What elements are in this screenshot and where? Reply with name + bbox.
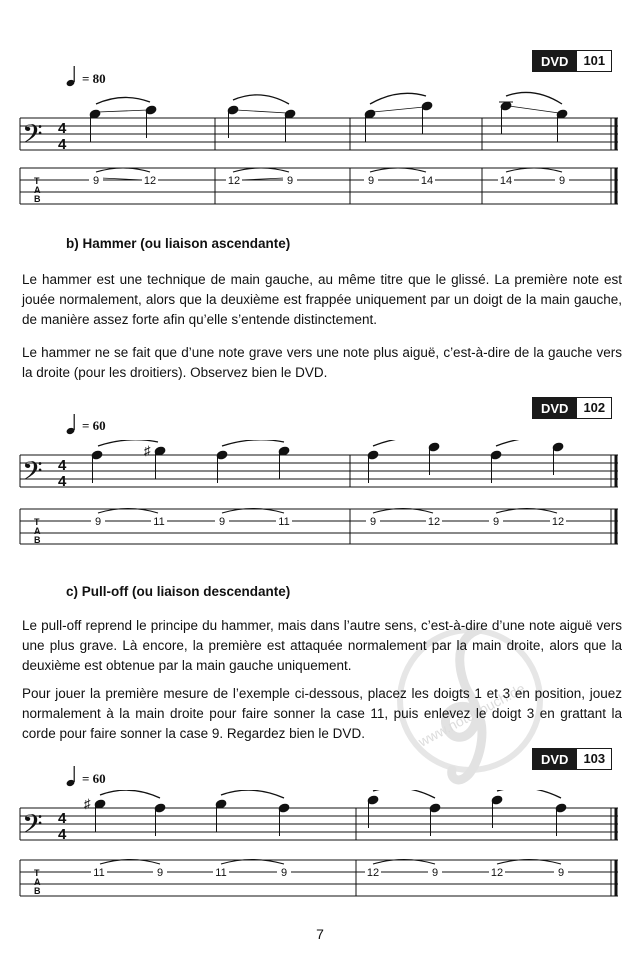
note [91,450,103,483]
note [284,109,296,142]
time-signature-top: 4 [58,457,67,474]
tab-fret: 9 [156,867,164,879]
note [94,799,106,832]
tab-fret: 11 [215,867,227,879]
note [154,446,166,479]
tab-label-b: B [34,194,41,204]
note [278,803,290,836]
dvd-label: DVD [532,50,577,72]
tab-fret: 9 [367,175,375,187]
paragraph: Le pull-off reprend le principe du hammer, mais dans l’autre sens, c’est-à-dire d’une note aiguë vers une plus grave. Là encore, la première est attaquée normalement par la main droite, alors que la deuxième est obtenue par la main gauche uniquement. [22,618,622,673]
dvd-number: 103 [577,748,612,770]
tab-fret: 12 [227,175,241,187]
tab-fret: 9 [492,516,500,528]
note [552,442,564,475]
time-signature-top: 4 [58,120,67,137]
tab-fret: 9 [558,175,566,187]
tab-fret: 12 [366,867,380,879]
dvd-badge [532,748,612,770]
note [490,450,502,483]
notes [84,795,567,836]
tempo-quarter-note-icon [66,764,78,788]
slurs [100,790,561,798]
tab-label-b: B [34,886,41,896]
sharp-icon: ♯ [84,796,91,811]
tab-label-t: T [34,517,40,527]
tab-fret: 12 [551,516,565,528]
tab-fret: 9 [280,867,288,879]
note [367,450,379,483]
tab-label-a: A [34,877,41,887]
tab-staff [20,509,618,544]
tab-fret: 11 [93,867,105,879]
bass-clef-icon: 𝄢 [22,809,43,845]
note [421,101,433,134]
time-signature-top: 4 [58,810,67,827]
tab-fret: 9 [431,867,439,879]
tab-fret: 11 [278,516,290,528]
tab-fret: 9 [557,867,565,879]
note [491,795,503,828]
tab-ties [96,168,562,180]
note [216,450,228,483]
section-heading-pull-off: c) Pull-off (ou liaison descendante) [66,584,291,599]
tab-fret: 14 [420,175,434,187]
note [555,803,567,836]
page-number: 7 [316,926,324,942]
paragraph: Le hammer ne se fait que d’une note grave vers une note plus aiguë, c’est-à-dire de la gauche vers la droite (pour les droitiers). Observez bien le DVD. [22,345,622,380]
bass-clef-icon: 𝄢 [22,456,43,492]
dvd-label: DVD [532,748,577,770]
tab-fret: 9 [286,175,294,187]
time-signature-bottom: 4 [58,136,67,153]
tempo-quarter-note-icon [66,412,78,436]
tab-fret: 9 [218,516,226,528]
paragraph: Pour jouer la première mesure de l’exemple ci-dessous, placez les doigts 1 et 3 en position, jouez normalement à la main droite pour faire sonner la case 11, puis enlevez le doigt 3 en grattant la corde pour faire sonner la case 9. Regardez bien le DVD. [22,686,622,741]
tab-fret: 9 [369,516,377,528]
note [278,446,290,479]
dvd-label: DVD [532,397,577,419]
dvd-number: 102 [577,397,612,419]
tab-fret: 9 [92,175,100,187]
paragraph: Le hammer est une technique de main gauche, au même titre que le glissé. La première note est jouée normalement, alors que la deuxième est frappée uniquement par un doigt de la main gauche, de manière assez forte afin qu’elle s’entende distinctement. [22,272,622,327]
tab-label-t: T [34,868,40,878]
note [89,109,101,142]
tab-fret: 12 [427,516,441,528]
tab-label-b: B [34,535,41,545]
sharp-icon: ♯ [144,443,151,458]
tab-label-a: A [34,526,41,536]
dvd-badge [532,397,612,419]
tempo-marking: = 60 [82,771,106,786]
bass-clef-icon: 𝄢 [22,119,43,155]
tab-fret: 12 [490,867,504,879]
note [367,795,379,828]
section-heading-hammer: b) Hammer (ou liaison ascendante) [66,236,291,251]
tab-fret: 11 [153,516,165,528]
slurs [98,440,557,446]
staff [20,455,618,487]
tempo-marking: = 60 [82,418,106,433]
tab-label-a: A [34,185,41,195]
tab-fret: 9 [94,516,102,528]
music-system-101 [0,0,640,210]
music-system-103 [0,790,640,900]
note [364,109,376,142]
notes [91,442,564,483]
tempo-marking: = 80 [82,71,106,86]
note [556,109,568,142]
note [215,799,227,832]
tab-label-t: T [34,176,40,186]
tab-fret: 14 [499,175,513,187]
slurs [96,92,562,113]
notes [89,101,568,142]
music-system-102 [0,440,640,545]
staff [20,118,618,150]
dvd-number: 101 [577,50,612,72]
time-signature-bottom: 4 [58,826,67,843]
staff [20,808,618,840]
time-signature-bottom: 4 [58,473,67,490]
note [428,442,440,475]
tab-fret: 12 [143,175,157,187]
note [154,803,166,836]
watermark-text: www.notenbuch.de [415,679,528,750]
tab-staff [20,860,618,896]
note [429,803,441,836]
tab-staff [20,168,618,204]
